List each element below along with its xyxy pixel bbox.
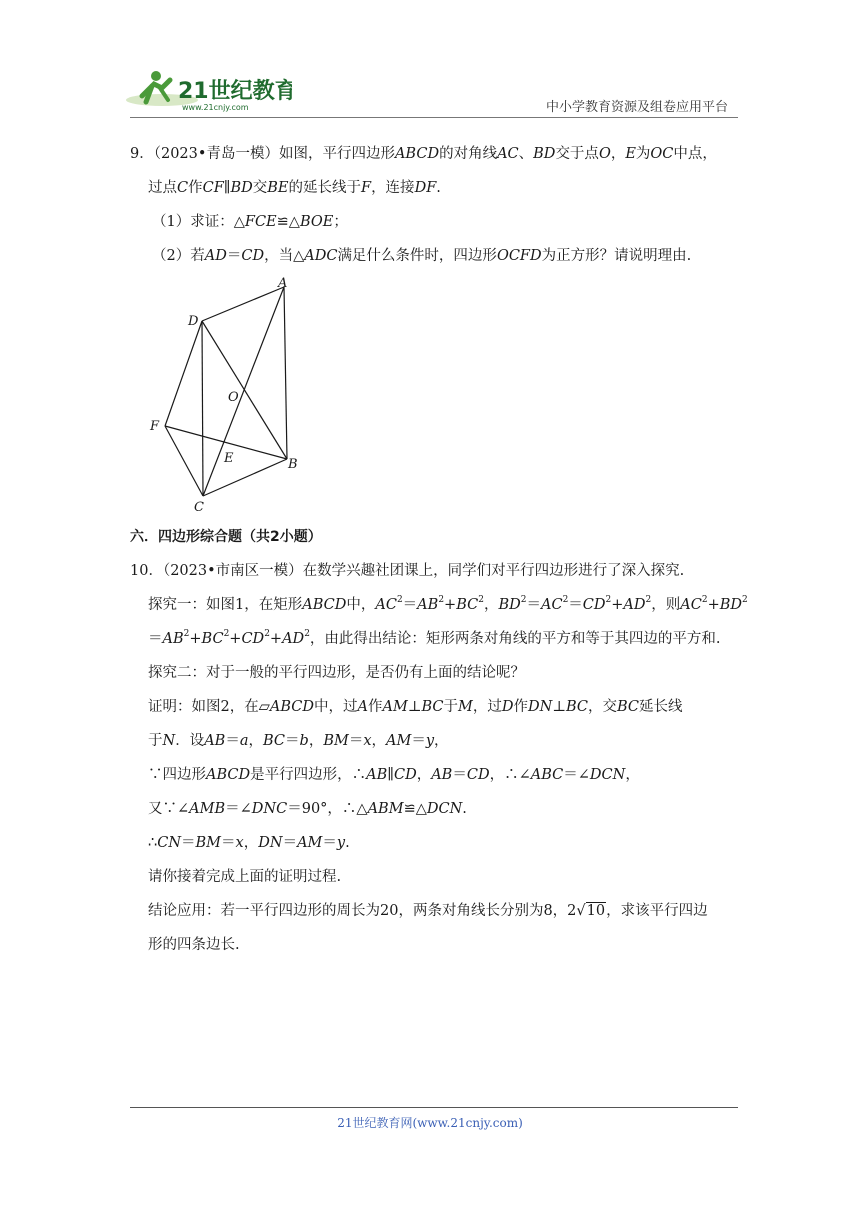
footer-link[interactable]: 21世纪教育网(www.21cnjy.com)	[337, 1116, 523, 1130]
segment-CD	[202, 321, 203, 496]
q10-application-line1: 结论应用：若一平行四边形的周长为20，两条对角线长分别为8，2√10，求该平行四边	[148, 903, 708, 919]
platform-name: 中小学教育资源及组卷应用平台	[545, 100, 728, 115]
segment-FC	[165, 426, 203, 496]
q10-proof-line3b: 又∵∠AMB＝∠DNC＝90°，∴△ABM≌△DCN.	[148, 801, 467, 817]
segment-DB	[202, 321, 287, 459]
section-heading: 六．四边形综合题（共2小题）	[130, 529, 322, 545]
segment-DA	[202, 287, 284, 321]
q9-number: 9．	[130, 146, 154, 162]
label-D: D	[188, 314, 199, 329]
label-O: O	[228, 390, 239, 405]
q10-application-line2: 形的四条边长.	[148, 937, 240, 953]
segment-DF	[165, 321, 202, 426]
q10-proof-line2: 于N．设AB＝a，BC＝b，BM＝x，AM＝y，	[148, 733, 449, 749]
q10-proof-line1: 证明：如图2，在▱ABCD中，过A作AM⊥BC于M，过D作DN⊥BC，交BC延长线	[148, 699, 683, 715]
q10-explore2: 探究二：对于一般的平行四边形，是否仍有上面的结论呢？	[148, 665, 525, 681]
q9-line2: 过点C作CF∥BD交BE的延长线于F，连接DF.	[148, 180, 441, 196]
footer-divider	[130, 1107, 738, 1108]
header-divider	[130, 117, 738, 118]
q10-source: （2023•市南区一模）	[162, 563, 303, 579]
q10-proof-line4: ∴CN＝BM＝x，DN＝AM＝y.	[148, 835, 350, 851]
q9-line1: 9．（2023•青岛一模）如图，平行四边形ABCD的对角线AC、BD交于点O，E为OC中点，	[130, 146, 717, 162]
segment-AB	[284, 287, 287, 459]
q10-intro: 在数学兴趣社团课上，同学们对平行四边形进行了深入探究.	[302, 563, 685, 579]
svg-text:www.21cnjy.com: www.21cnjy.com	[182, 103, 249, 112]
q10-explore1-line1: 探究一：如图1，在矩形ABCD中，$AC^2=AB^2+BC^2$，$BD^2=AC^2=CD^2+AD^2$，则$AC^2+BD^2$	[148, 595, 748, 613]
label-C: C	[194, 500, 204, 515]
q10-number: 10．	[130, 563, 163, 579]
segment-AC	[203, 287, 284, 496]
svg-text:21世纪教育: 21世纪教育	[178, 79, 292, 104]
q9-part2: （2）若AD＝CD，当△ADC满足什么条件时，四边形OCFD为正方形？请说明理由.	[152, 248, 692, 264]
label-E: E	[224, 451, 234, 466]
label-A: A	[278, 276, 288, 291]
q10-continue: 请你接着完成上面的证明过程.	[148, 869, 342, 885]
label-B: B	[288, 457, 298, 472]
q9-part1: （1）求证：△FCE≌△BOE；	[152, 214, 348, 230]
sqrt-10: √10	[576, 903, 606, 919]
q10-explore1-line2: $=AB^2+BC^2+CD^2+AD^2$，由此得出结论：矩形两条对角线的平方和等于其四边的平方和.	[148, 629, 721, 647]
site-logo	[122, 66, 292, 116]
q10-proof-line3: ∵四边形ABCD是平行四边形，∴AB∥CD，AB＝CD，∴∠ABC＝∠DCN，	[148, 767, 640, 783]
label-F: F	[150, 419, 160, 434]
q10-line1	[130, 561, 684, 581]
geometry-figure	[140, 270, 320, 520]
q9-source: （2023•青岛一模）	[153, 146, 279, 162]
